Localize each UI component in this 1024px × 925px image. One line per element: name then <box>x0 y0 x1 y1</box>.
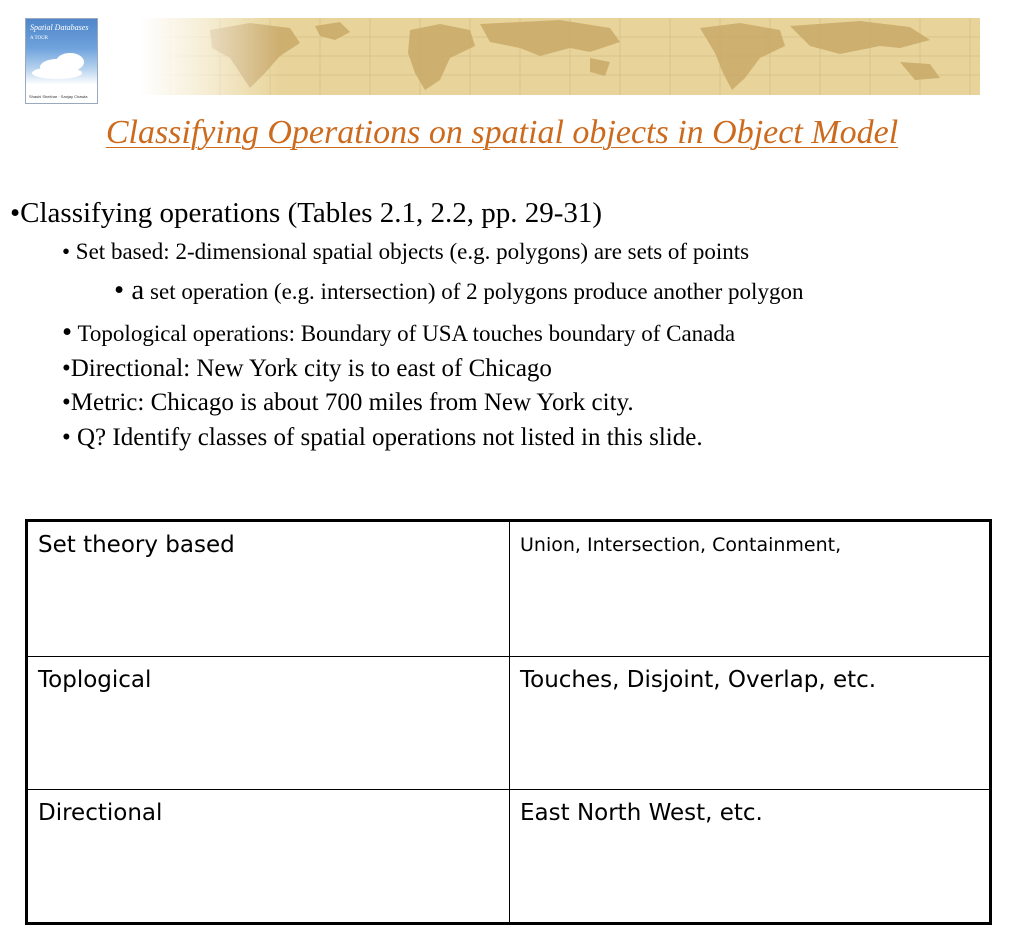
book-cover-image <box>25 18 98 104</box>
bullet-directional: •Directional: New York city is to east of Chicago <box>62 355 552 382</box>
operations-table <box>25 519 992 925</box>
bullet-topological-prefix: • <box>62 316 73 348</box>
book-cover-title: Spatial Databases A TOUR <box>30 23 89 41</box>
table-row <box>27 657 991 790</box>
banner-fade <box>140 18 280 95</box>
bullet-topological-text: Topological operations: Boundary of USA touches boundary of Canada <box>72 321 736 346</box>
bullet-topological <box>62 318 735 347</box>
bullet-set-operation-prefix: • a <box>114 274 145 306</box>
table-row <box>27 521 991 657</box>
table-cell-class: Set theory based <box>27 521 510 657</box>
slide-title: Classifying Operations on spatial objects in Object Model <box>105 114 899 151</box>
bullet-metric: •Metric: Chicago is about 700 miles from New York city. <box>62 389 634 416</box>
table-cell-class: Toplogical <box>27 657 510 790</box>
bullet-set-based: • Set based: 2-dimensional spatial objects (e.g. polygons) are sets of points <box>62 239 750 264</box>
bullet-question: • Q? Identify classes of spatial operations not listed in this slide. <box>62 424 703 451</box>
table-cell-class: Directional <box>27 790 510 924</box>
table-cell-examples: Union, Intersection, Containment, <box>510 521 991 657</box>
table-cell-examples: Touches, Disjoint, Overlap, etc. <box>510 657 991 790</box>
bullet-set-operation-text: set operation (e.g. intersection) of 2 polygons produce another polygon <box>144 279 804 304</box>
book-cover-authors: Shashi Shekhar · Sanjay Chawla <box>29 94 88 99</box>
bullet-classifying-operations: •Classifying operations (Tables 2.1, 2.2, pp. 29-31) <box>10 197 603 229</box>
bullet-set-operation <box>114 276 803 305</box>
world-map-banner <box>140 18 980 95</box>
table-cell-examples: East North West, etc. <box>510 790 991 924</box>
cloud-shape <box>32 67 82 79</box>
table-row <box>27 790 991 924</box>
